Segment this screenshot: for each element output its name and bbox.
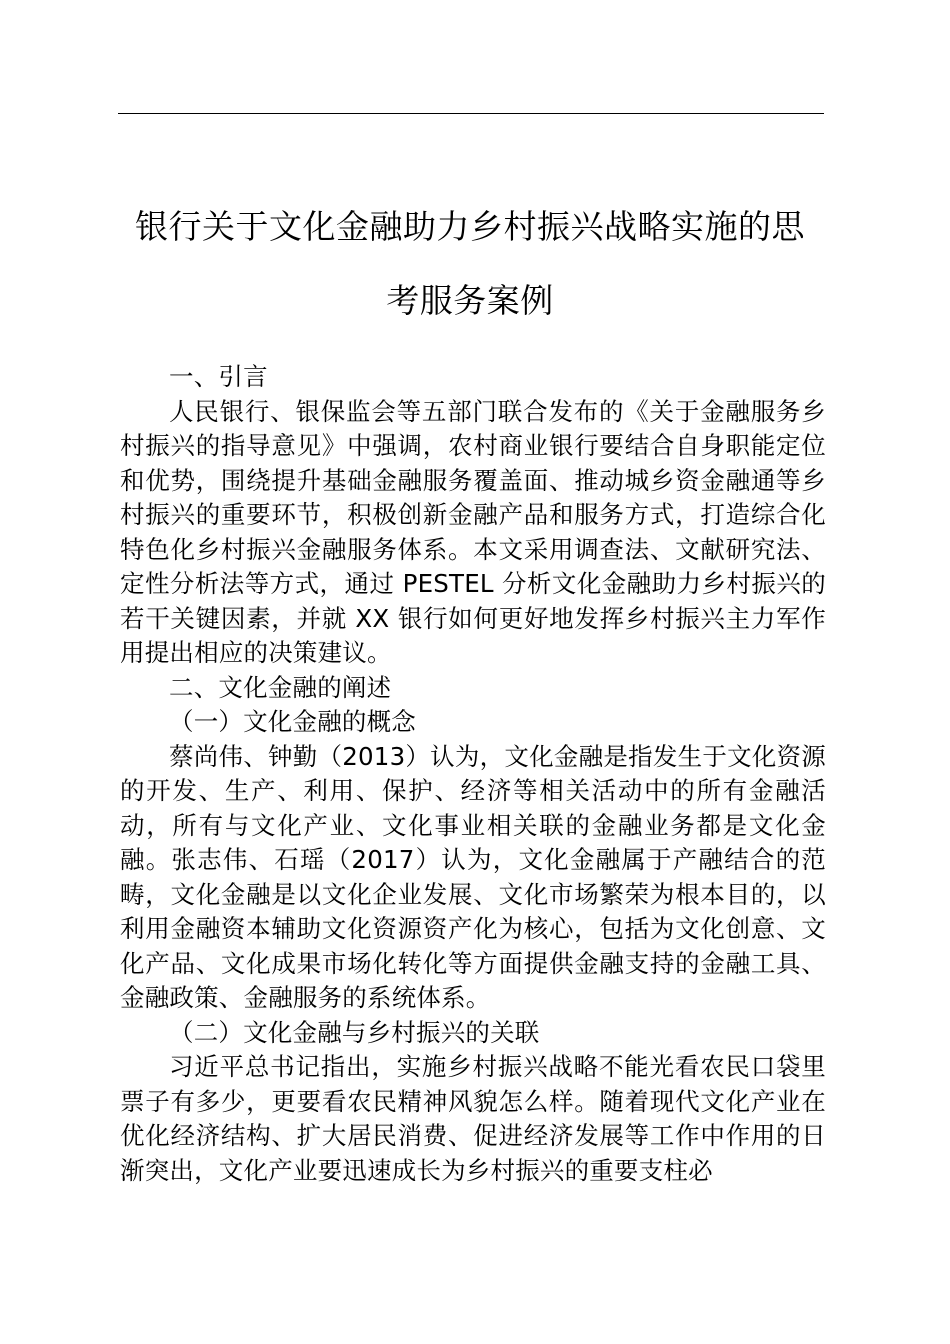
paragraph-intro: 人民银行、银保监会等五部门联合发布的《关于金融服务乡村振兴的指导意见》中强调，农村商业银行要结合自身职能定位和优势，围绕提升基础金融服务覆盖面、推动城乡资金融通等乡村振兴的重要环节，积极创新金融产品和服务方式，打造综合化特色化乡村振兴金融服务体系。本文采用调查法、文献研究法、定性分析法等方式，通过 PESTEL 分析文化金融助力乡村振兴的若干关键因素，并就 XX 银行如何更好地发挥乡村振兴主力军作用提出相应的决策建议。 <box>120 396 826 667</box>
subsection-heading-relation: （二）文化金融与乡村振兴的关联 <box>169 1017 540 1047</box>
paragraph-concept: 蔡尚伟、钟勤（2013）认为，文化金融是指发生于文化资源的开发、生产、利用、保护、经济等相关活动中的所有金融活动，所有与文化产业、文化事业相关联的金融业务都是文化金融。张志伟、石瑶（2017）认为，文化金融属于产融结合的范畴，文化金融是以文化企业发展、文化市场繁荣为根本目的，以利用金融资本辅助文化资源资产化为核心，包括为文化创意、文化产品、文化成果市场化转化等方面提供金融支持的金融工具、金融政策、金融服务的系统体系。 <box>120 741 826 1012</box>
section-heading-intro: 一、引言 <box>169 362 268 391</box>
section-heading-cultural-finance: 二、文化金融的阐述 <box>169 672 392 702</box>
document-body <box>120 360 826 1188</box>
subsection-heading-concept: （一）文化金融的概念 <box>169 707 416 736</box>
title-line-1: 银行关于文化金融助力乡村振兴战略实施的思 <box>135 207 805 246</box>
title-line-2: 考服务案例 <box>386 281 554 320</box>
document-title <box>110 190 830 338</box>
paragraph-relation: 习近平总书记指出，实施乡村振兴战略不能光看农民口袋里票子有多少，更要看农民精神风貌怎么样。随着现代文化产业在优化经济结构、扩大居民消费、促进经济发展等工作中作用的日渐突出，文化产业要迅速成长为乡村振兴的重要支柱必 <box>120 1052 826 1185</box>
header-rule <box>118 113 824 114</box>
